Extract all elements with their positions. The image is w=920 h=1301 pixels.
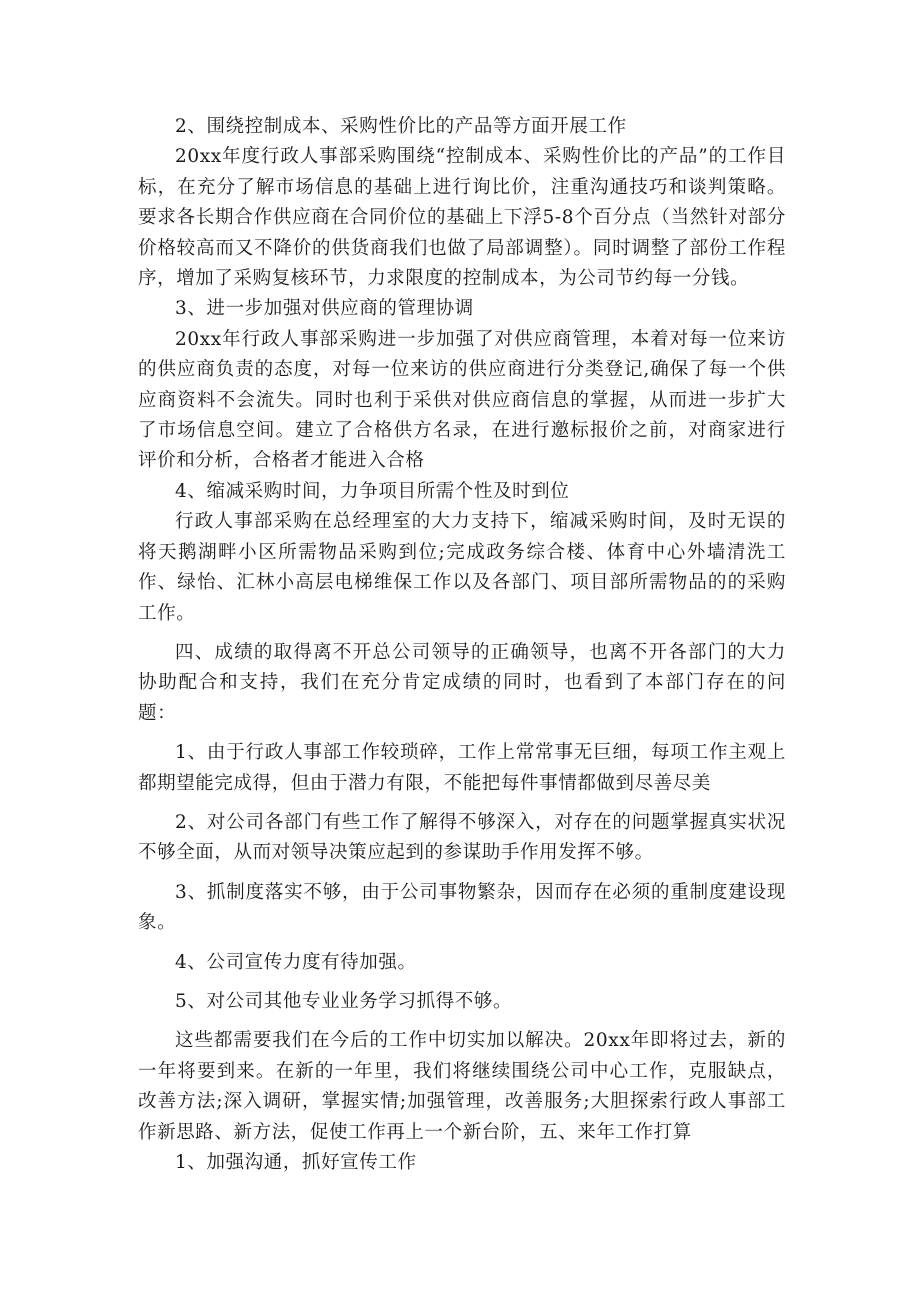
paragraph-cost-control: 20xx年度行政人事部采购围绕“控制成本、采购性价比的产品”的工作目标，在充分了解市场信息的基础上进行询比价，注重沟通技巧和谈判策略。要求各长期合作供应商在合同价位的基础上下浮5-8个百分点（当然针对部分价格较高而又不降价的供货商我们也做了局部调整）。同时调整了部份工作程序，增加了采购复核环节，力求限度的控制成本，为公司节约每一分钱。	[138, 146, 786, 290]
paragraph-supplier-management: 20xx年行政人事部采购进一步加强了对供应商管理，本着对每一位来访的供应商负责的态度，对每一位来访的供应商进行分类登记,确保了每一个供应商资料不会流失。同时也利于采供对供应商信息的掌握，从而进一步扩大了市场信息空间。建立了合格供方名录，在进行邀标报价之前，对商家进行评价和分析，合格者才能进入合格	[138, 328, 786, 472]
problem-item-2: 2、对公司各部门有些工作了解得不够深入，对存在的问题掌握真实状况不够全面，从而对领导决策应起到的参谋助手作用发挥不够。	[138, 811, 786, 864]
document-page	[138, 112, 786, 1178]
section-heading-supplier-management: 3、进一步加强对供应商的管理协调	[175, 298, 474, 320]
section-heading-cost-control: 2、围绕控制成本、采购性价比的产品等方面开展工作	[175, 116, 627, 137]
section-heading-communication: 1、加强沟通，抓好宣传工作	[175, 1152, 417, 1173]
problem-item-1: 1、由于行政人事部工作较琐碎，工作上常常事无巨细，每项工作主观上都期望能完成得，但由于潜力有限，不能把每件事情都做到尽善尽美	[138, 742, 786, 794]
paragraph-reduce-time: 行政人事部采购在总经理室的大力支持下，缩减采购时间，及时无误的将天鹅湖畔小区所需物品采购到位;完成政务综合楼、体育中心外墙清洗工作、绿怡、汇林小高层电梯维保工作以及各部门、项目部所需物品的的采购工作。	[138, 511, 786, 624]
problem-item-4: 4、公司宣传力度有待加强。	[175, 951, 417, 973]
problem-item-3: 3、抓制度落实不够，由于公司事物繁杂，因而存在必须的重制度建设现象。	[138, 881, 786, 934]
problem-item-5: 5、对公司其他专业业务学习抓得不够。	[175, 990, 513, 1012]
paragraph-conclusion: 这些都需要我们在今后的工作中切实加以解决。20xx年即将过去，新的一年将要到来。在新的一年里，我们将继续围绕公司中心工作，克服缺点，改善方法;深入调研，掌握实情;加强管理，改善服务;大胆探索行政人事部工作新思路、新方法，促使工作再上一个新台阶，五、来年工作打算	[138, 1030, 786, 1143]
paragraph-section-four: 四、成绩的取得离不开总公司领导的正确领导，也离不开各部门的大力协助配合和支持，我们在充分肯定成绩的同时，也看到了本部门存在的问题：	[138, 641, 786, 724]
section-heading-reduce-time: 4、缩减采购时间，力争项目所需个性及时到位	[175, 480, 570, 502]
